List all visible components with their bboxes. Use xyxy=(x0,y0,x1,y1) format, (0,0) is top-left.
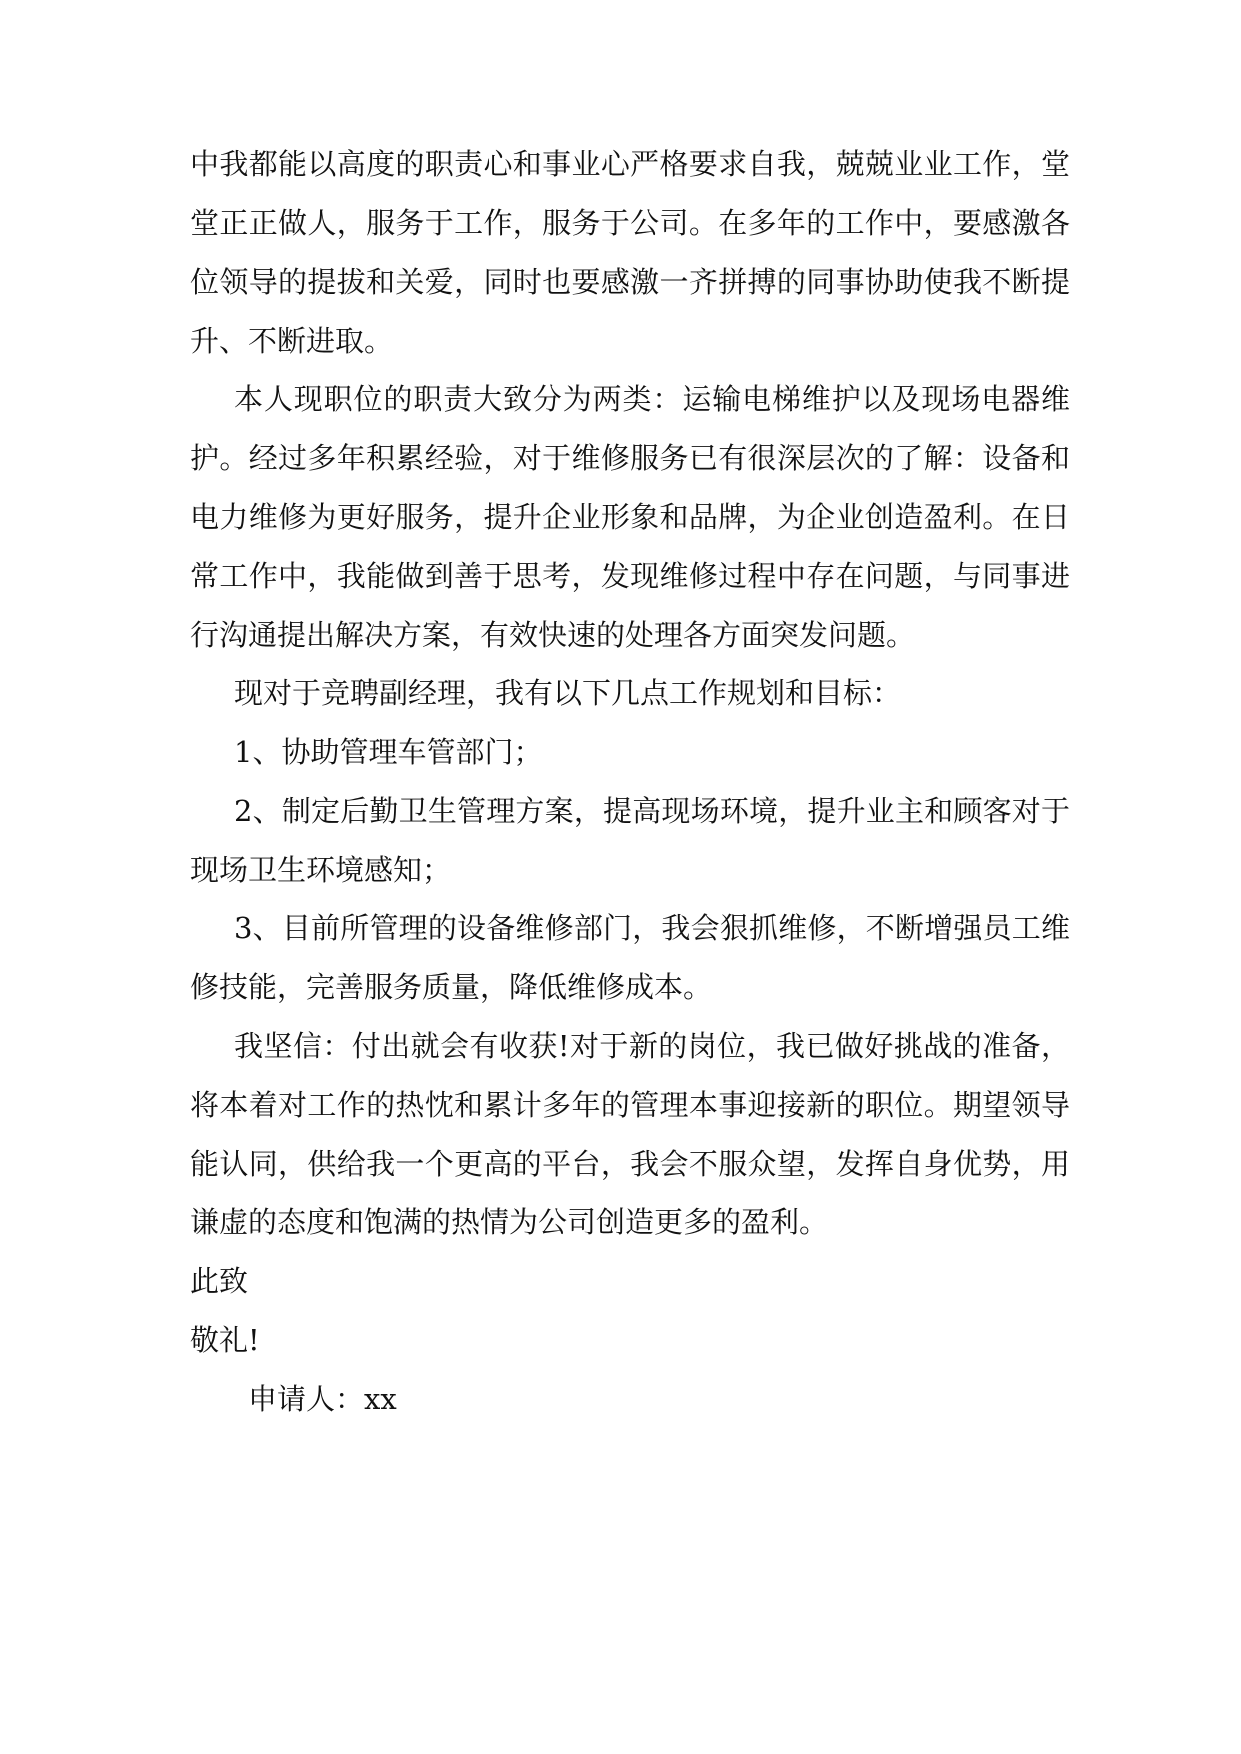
body-line: 现场卫生环境感知； xyxy=(190,853,452,887)
list-item-2: 2、制定后勤卫生管理方案，提高现场环境，提升业主和顾客对于 xyxy=(234,794,1070,828)
body-line: 常工作中，我能做到善于思考，发现维修过程中存在问题，与同事进 xyxy=(190,559,1070,593)
body-line: 修技能，完善服务质量，降低维修成本。 xyxy=(190,970,713,1004)
paragraph-start-line: 本人现职位的职责大致分为两类：运输电梯维护以及现场电器维 xyxy=(234,382,1070,416)
body-line: 护。经过多年积累经验，对于维修服务已有很深层次的了解：设备和 xyxy=(190,441,1070,475)
body-line: 电力维修为更好服务，提升企业形象和品牌，为企业创造盈利。在日 xyxy=(190,500,1070,534)
body-line: 位领导的提拔和关爱，同时也要感激一齐拼搏的同事协助使我不断提 xyxy=(190,265,1070,299)
applicant-signature: 申请人：xx xyxy=(248,1382,397,1416)
paragraph-start-line: 我坚信：付出就会有收获!对于新的岗位，我已做好挑战的准备， xyxy=(234,1029,1070,1063)
body-line: 能认同，供给我一个更高的平台，我会不服众望，发挥自身优势，用 xyxy=(190,1147,1070,1181)
body-line: 行沟通提出解决方案，有效快速的处理各方面突发问题。 xyxy=(190,618,916,652)
paragraph-start-line: 现对于竞聘副经理，我有以下几点工作规划和目标： xyxy=(234,676,902,710)
list-item-1: 1、协助管理车管部门； xyxy=(234,735,543,769)
body-line: 升、不断进取。 xyxy=(190,324,394,358)
body-line: 谦虚的态度和饱满的热情为公司创造更多的盈利。 xyxy=(190,1205,829,1239)
closing-regards: 敬礼! xyxy=(190,1323,260,1357)
body-line: 堂正正做人，服务于工作，服务于公司。在多年的工作中，要感激各 xyxy=(190,206,1070,240)
closing-salutation: 此致 xyxy=(190,1264,249,1298)
list-item-3: 3、目前所管理的设备维修部门，我会狠抓维修，不断增强员工维 xyxy=(234,911,1070,945)
body-line: 中我都能以高度的职责心和事业心严格要求自我，兢兢业业工作，堂 xyxy=(190,147,1070,181)
body-line: 将本着对工作的热忱和累计多年的管理本事迎接新的职位。期望领导 xyxy=(190,1088,1070,1122)
